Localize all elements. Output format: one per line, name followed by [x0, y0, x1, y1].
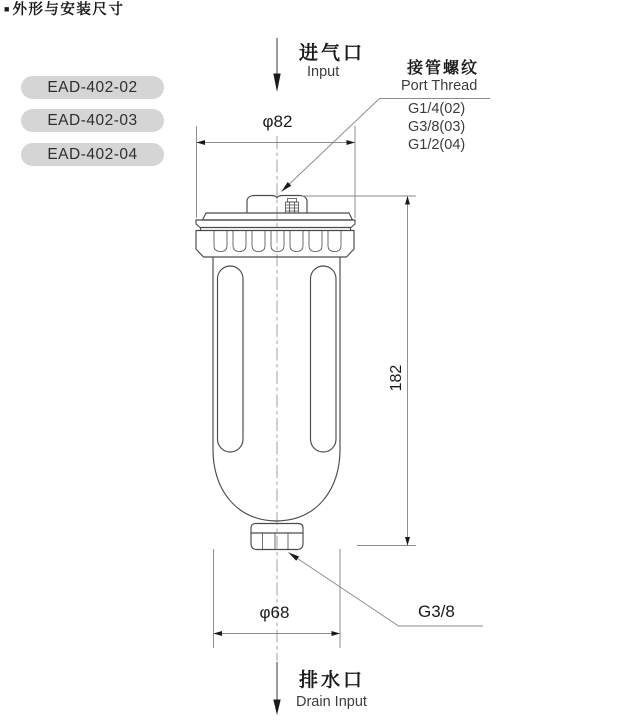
- model-badge-ead-402-02: EAD-402-02: [21, 76, 164, 99]
- inlet-label-cn: 进气口: [299, 43, 366, 64]
- dim-bottom-diameter-label: φ68: [259, 603, 290, 622]
- drain-flow-arrow: [273, 662, 280, 715]
- thread-option-04: G1/2(04): [408, 137, 466, 153]
- device-bowl: [213, 258, 340, 522]
- drain-label-cn: 排水口: [299, 670, 366, 691]
- thread-option-03: G3/8(03): [408, 119, 466, 135]
- inlet-label-en: Input: [307, 64, 340, 80]
- input-flow-arrow: [273, 38, 280, 92]
- device-ribbed-collar: [196, 231, 354, 258]
- device-set-screw: [286, 199, 299, 214]
- thread-option-02: G1/4(02): [408, 101, 466, 117]
- device-sight-window-right: [311, 266, 337, 452]
- device-sight-window-left: [218, 266, 244, 452]
- dim-top-diameter-label: φ82: [262, 112, 293, 131]
- thread-options-list: [408, 100, 465, 154]
- drain-label-en: Drain Input: [296, 694, 367, 710]
- dim-top-diameter: [197, 126, 356, 218]
- drain-thread-label: G3/8: [418, 602, 455, 621]
- title-text: 外形与安装尺寸: [12, 2, 125, 18]
- dim-height-label: 182: [388, 364, 405, 392]
- port-thread-label-cn: 接管螺纹: [407, 60, 480, 77]
- model-badge-ead-402-04: EAD-402-04: [21, 143, 164, 166]
- port-thread-label-en: Port Thread: [401, 78, 478, 94]
- model-badge-ead-402-03: EAD-402-03: [21, 109, 164, 132]
- title-bullet-icon: ■: [4, 4, 10, 14]
- device-flange: [196, 213, 355, 231]
